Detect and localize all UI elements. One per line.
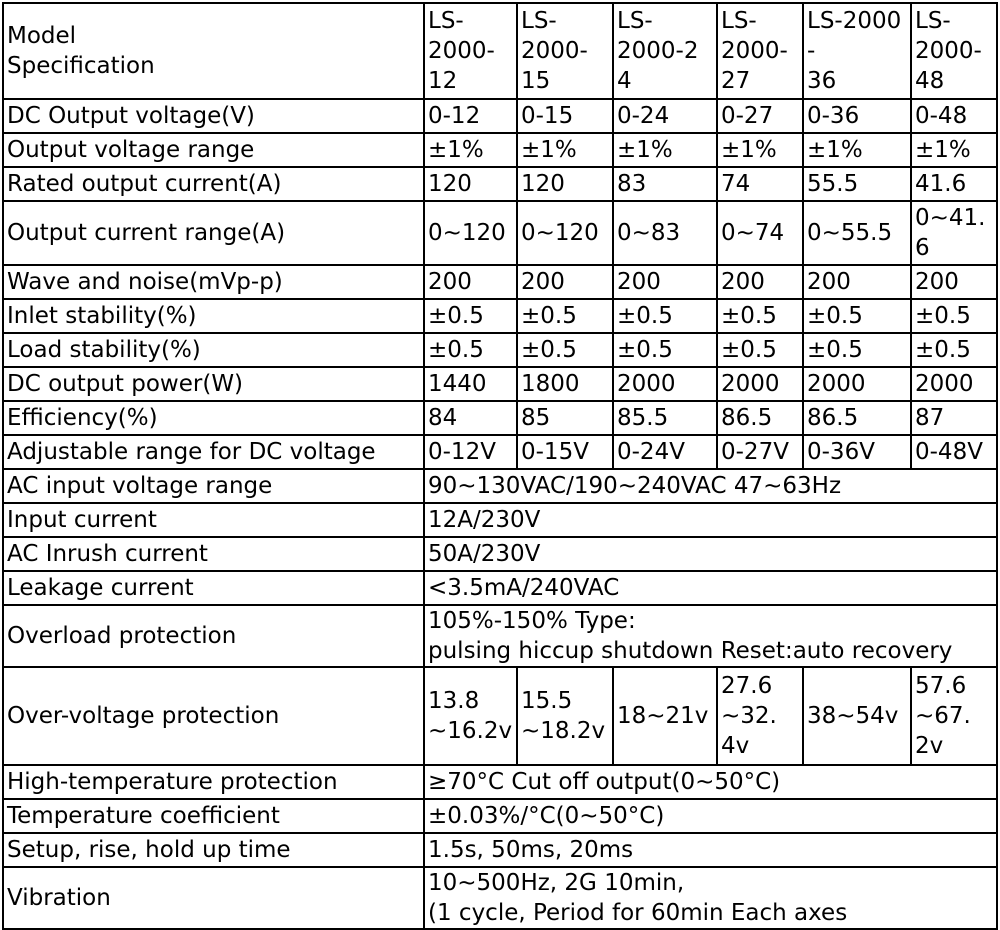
value-cell: [517, 667, 613, 765]
model-cell-5: [911, 3, 997, 99]
row-label-cell: [3, 401, 424, 435]
row-label-cell-text: Temperature coefficient: [7, 803, 280, 829]
table-row: [3, 867, 997, 929]
value-cell: [424, 401, 517, 435]
row-label-cell-text: Vibration: [7, 885, 111, 911]
model-cell-4: [803, 3, 911, 99]
value-cell: [613, 265, 717, 299]
value-cell: [803, 133, 911, 167]
row-label-cell-text: Wave and noise(mVp-p): [7, 269, 283, 295]
value-cell-text: 200: [428, 269, 472, 295]
value-cell: [803, 299, 911, 333]
value-cell: [613, 401, 717, 435]
value-cell: [517, 99, 613, 133]
value-cell-text: 2000: [807, 371, 866, 397]
table-row: [3, 605, 997, 667]
value-cell-text: 85: [521, 405, 551, 431]
value-cell-text: 0-48V: [915, 439, 983, 465]
value-cell: [911, 667, 997, 765]
value-cell: [717, 333, 803, 367]
value-cell-text: ±0.5: [617, 303, 673, 329]
value-cell: [613, 99, 717, 133]
model-cell-1: [517, 3, 613, 99]
value-cell: [613, 133, 717, 167]
value-cell: [911, 367, 997, 401]
value-cell: [803, 201, 911, 265]
value-cell: [424, 367, 517, 401]
span-value-cell-text: 90~130VAC/190~240VAC 47~63Hz: [428, 473, 842, 499]
model-cell-1-text: LS- 2000- 15: [521, 8, 588, 94]
value-cell: [424, 667, 517, 765]
value-cell: [911, 299, 997, 333]
value-cell-text: ±0.5: [428, 303, 484, 329]
table-row: [3, 265, 997, 299]
value-cell: [717, 299, 803, 333]
value-cell-text: ±0.5: [915, 337, 971, 363]
value-cell: [717, 265, 803, 299]
row-label-cell-text: Output current range(A): [7, 220, 286, 246]
span-value-cell: [424, 833, 997, 867]
value-cell-text: 0-24V: [617, 439, 685, 465]
value-cell-text: 200: [521, 269, 565, 295]
row-label-cell-text: AC Inrush current: [7, 541, 208, 567]
value-cell-text: 83: [617, 171, 647, 197]
table-row: [3, 167, 997, 201]
value-cell-text: 1800: [521, 371, 580, 397]
table-row: [3, 469, 997, 503]
value-cell-text: 57.6 ~67. 2v: [915, 673, 971, 759]
header-label-cell: [3, 3, 424, 99]
span-value-cell: [424, 571, 997, 605]
row-label-cell-text: Setup, rise, hold up time: [7, 837, 291, 863]
spec-table-body: [3, 3, 997, 929]
span-value-cell-text: 1.5s, 50ms, 20ms: [428, 837, 634, 863]
table-row: [3, 299, 997, 333]
span-value-cell-text: 50A/230V: [428, 541, 541, 567]
model-cell-4-text: LS-2000- 36: [807, 8, 902, 94]
value-cell: [517, 133, 613, 167]
value-cell-text: ±1%: [428, 137, 484, 163]
value-cell: [717, 99, 803, 133]
value-cell: [803, 333, 911, 367]
header-label-cell-text: Model Specification: [7, 23, 155, 79]
table-row: [3, 401, 997, 435]
value-cell: [517, 201, 613, 265]
value-cell-text: 0-12V: [428, 439, 496, 465]
model-cell-2: [613, 3, 717, 99]
value-cell-text: 120: [428, 171, 472, 197]
value-cell: [803, 99, 911, 133]
row-label-cell: [3, 99, 424, 133]
value-cell: [717, 667, 803, 765]
value-cell-text: 87: [915, 405, 945, 431]
value-cell-text: ±0.5: [807, 303, 863, 329]
value-cell: [424, 435, 517, 469]
span-value-cell: [424, 799, 997, 833]
value-cell-text: 41.6: [915, 171, 967, 197]
table-row: [3, 503, 997, 537]
value-cell-text: 0-12: [428, 103, 481, 129]
row-label-cell-text: Inlet stability(%): [7, 303, 197, 329]
span-value-cell: [424, 605, 997, 667]
value-cell-text: 84: [428, 405, 458, 431]
row-label-cell-text: Over-voltage protection: [7, 703, 280, 729]
value-cell-text: 0~74: [721, 220, 785, 246]
value-cell-text: ±0.5: [521, 303, 577, 329]
value-cell: [717, 435, 803, 469]
value-cell: [911, 401, 997, 435]
table-row: [3, 833, 997, 867]
row-label-cell: [3, 133, 424, 167]
value-cell-text: ±0.5: [721, 337, 777, 363]
value-cell-text: 13.8 ~16.2v: [428, 688, 513, 744]
table-row: [3, 99, 997, 133]
value-cell-text: 0-15V: [521, 439, 589, 465]
value-cell: [517, 435, 613, 469]
row-label-cell-text: AC input voltage range: [7, 473, 273, 499]
value-cell: [424, 333, 517, 367]
row-label-cell: [3, 265, 424, 299]
value-cell-text: 200: [915, 269, 959, 295]
model-cell-5-text: LS- 2000- 48: [915, 8, 982, 94]
value-cell-text: 0-15: [521, 103, 574, 129]
value-cell: [424, 299, 517, 333]
row-label-cell: [3, 167, 424, 201]
value-cell-text: ±0.5: [721, 303, 777, 329]
row-label-cell: [3, 605, 424, 667]
row-label-cell: [3, 503, 424, 537]
value-cell: [717, 167, 803, 201]
row-label-cell-text: Output voltage range: [7, 137, 255, 163]
row-label-cell: [3, 537, 424, 571]
value-cell-text: 55.5: [807, 171, 859, 197]
span-value-cell-text: 105%-150% Type: pulsing hiccup shutdown Reset:auto recovery: [428, 608, 953, 664]
value-cell: [803, 367, 911, 401]
value-cell: [803, 167, 911, 201]
value-cell: [613, 167, 717, 201]
table-row: [3, 537, 997, 571]
model-cell-0: [424, 3, 517, 99]
value-cell: [517, 265, 613, 299]
value-cell: [517, 367, 613, 401]
value-cell: [803, 435, 911, 469]
value-cell-text: 200: [721, 269, 765, 295]
value-cell: [424, 201, 517, 265]
table-row: [3, 133, 997, 167]
value-cell-text: 0-36: [807, 103, 860, 129]
model-cell-0-text: LS- 2000- 12: [428, 8, 495, 94]
value-cell-text: 2000: [721, 371, 780, 397]
value-cell: [717, 401, 803, 435]
value-cell: [424, 133, 517, 167]
row-label-cell-text: Input current: [7, 507, 157, 533]
value-cell-text: 86.5: [807, 405, 859, 431]
value-cell-text: 27.6 ~32. 4v: [721, 673, 777, 759]
value-cell: [911, 133, 997, 167]
value-cell: [517, 299, 613, 333]
value-cell: [911, 333, 997, 367]
value-cell-text: ±1%: [521, 137, 577, 163]
value-cell-text: 38~54v: [807, 703, 899, 729]
span-value-cell-text: 10~500Hz, 2G 10min, (1 cycle, Period for 60min Each axes: [428, 870, 848, 926]
table-row: [3, 799, 997, 833]
span-value-cell-text: ±0.03%/°C(0~50°C): [428, 803, 665, 829]
value-cell: [517, 333, 613, 367]
row-label-cell: [3, 435, 424, 469]
row-label-cell-text: DC Output voltage(V): [7, 103, 255, 129]
value-cell: [717, 367, 803, 401]
model-cell-3: [717, 3, 803, 99]
value-cell: [911, 167, 997, 201]
value-cell: [911, 265, 997, 299]
table-row: [3, 367, 997, 401]
table-row: [3, 765, 997, 799]
value-cell: [613, 367, 717, 401]
spec-table: [2, 2, 998, 930]
row-label-cell-text: Overload protection: [7, 623, 237, 649]
value-cell-text: 200: [807, 269, 851, 295]
value-cell: [613, 435, 717, 469]
value-cell: [517, 167, 613, 201]
value-cell-text: 0~41. 6: [915, 205, 986, 261]
value-cell-text: 0~55.5: [807, 220, 893, 246]
value-cell-text: 2000: [915, 371, 974, 397]
row-label-cell-text: Efficiency(%): [7, 405, 158, 431]
value-cell: [424, 265, 517, 299]
value-cell-text: 0-36V: [807, 439, 875, 465]
value-cell: [613, 201, 717, 265]
value-cell-text: ±1%: [721, 137, 777, 163]
value-cell: [911, 435, 997, 469]
value-cell-text: ±0.5: [807, 337, 863, 363]
row-label-cell: [3, 765, 424, 799]
value-cell-text: 1440: [428, 371, 487, 397]
value-cell-text: ±0.5: [428, 337, 484, 363]
value-cell-text: ±0.5: [521, 337, 577, 363]
value-cell: [717, 133, 803, 167]
value-cell-text: 15.5 ~18.2v: [521, 688, 606, 744]
span-value-cell: [424, 469, 997, 503]
model-cell-2-text: LS- 2000-24: [617, 8, 699, 94]
value-cell: [717, 201, 803, 265]
value-cell-text: ±1%: [807, 137, 863, 163]
value-cell: [517, 401, 613, 435]
row-label-cell: [3, 201, 424, 265]
value-cell-text: 0~83: [617, 220, 681, 246]
span-value-cell: [424, 765, 997, 799]
value-cell: [803, 401, 911, 435]
span-value-cell: [424, 867, 997, 929]
value-cell-text: 0-48: [915, 103, 968, 129]
row-label-cell: [3, 299, 424, 333]
table-row: [3, 333, 997, 367]
value-cell-text: ±0.5: [915, 303, 971, 329]
row-label-cell: [3, 833, 424, 867]
row-label-cell: [3, 867, 424, 929]
value-cell-text: 86.5: [721, 405, 773, 431]
row-label-cell-text: Leakage current: [7, 575, 194, 601]
value-cell-text: 120: [521, 171, 565, 197]
value-cell: [803, 265, 911, 299]
value-cell: [613, 333, 717, 367]
value-cell: [911, 201, 997, 265]
span-value-cell: [424, 537, 997, 571]
value-cell: [424, 167, 517, 201]
row-label-cell-text: Adjustable range for DC voltage: [7, 439, 376, 465]
row-label-cell: [3, 667, 424, 765]
value-cell: [803, 667, 911, 765]
row-label-cell: [3, 333, 424, 367]
table-row: [3, 201, 997, 265]
value-cell-text: 0~120: [428, 220, 506, 246]
value-cell: [613, 299, 717, 333]
row-label-cell-text: High-temperature protection: [7, 769, 338, 795]
span-value-cell: [424, 503, 997, 537]
span-value-cell-text: 12A/230V: [428, 507, 541, 533]
value-cell-text: 85.5: [617, 405, 669, 431]
span-value-cell-text: <3.5mA/240VAC: [428, 575, 620, 601]
row-label-cell: [3, 469, 424, 503]
span-value-cell-text: ≥70°C Cut off output(0~50°C): [428, 769, 781, 795]
value-cell: [424, 99, 517, 133]
value-cell: [613, 667, 717, 765]
value-cell-text: ±1%: [617, 137, 673, 163]
value-cell-text: 0-27V: [721, 439, 789, 465]
row-label-cell: [3, 571, 424, 605]
header-row: [3, 3, 997, 99]
value-cell-text: 200: [617, 269, 661, 295]
value-cell-text: 0-27: [721, 103, 774, 129]
value-cell: [911, 99, 997, 133]
value-cell-text: 2000: [617, 371, 676, 397]
row-label-cell: [3, 367, 424, 401]
row-label-cell-text: DC output power(W): [7, 371, 244, 397]
value-cell-text: 0~120: [521, 220, 599, 246]
table-row: [3, 667, 997, 765]
row-label-cell-text: Rated output current(A): [7, 171, 282, 197]
model-cell-3-text: LS- 2000- 27: [721, 8, 788, 94]
value-cell-text: 74: [721, 171, 751, 197]
row-label-cell-text: Load stability(%): [7, 337, 201, 363]
value-cell-text: 18~21v: [617, 703, 709, 729]
table-row: [3, 571, 997, 605]
table-row: [3, 435, 997, 469]
value-cell-text: 0-24: [617, 103, 670, 129]
row-label-cell: [3, 799, 424, 833]
value-cell-text: ±0.5: [617, 337, 673, 363]
value-cell-text: ±1%: [915, 137, 971, 163]
